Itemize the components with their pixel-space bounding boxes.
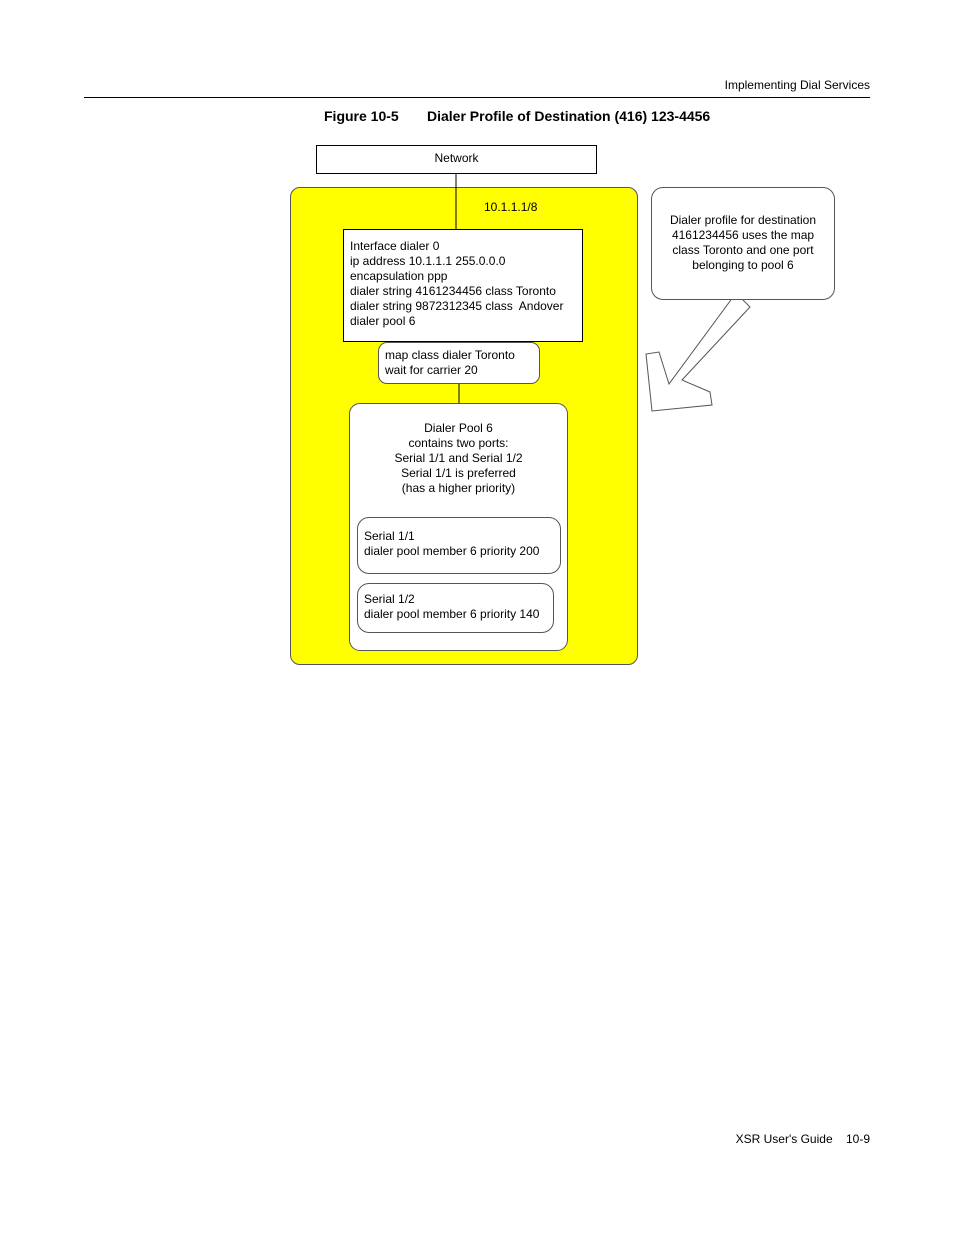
interface-line: dialer pool 6 (350, 314, 416, 328)
page-footer (736, 1132, 870, 1146)
page-number: 10-9 (845, 1132, 870, 1146)
guide-title: XSR User's Guide (735, 1132, 833, 1146)
interface-line: Interface dialer 0 (350, 239, 440, 253)
serial-line: dialer pool member 6 priority 140 (364, 607, 540, 621)
serial-line: dialer pool member 6 priority 200 (364, 544, 540, 558)
serial-1-1-box (357, 517, 561, 574)
figure-number: Figure 10-5 (324, 108, 399, 124)
map-class-line: map class dialer Toronto (385, 348, 515, 362)
callout-line: belonging to pool 6 (692, 258, 794, 272)
map-class-box (378, 342, 540, 384)
callout-line: 4161234456 uses the map (671, 228, 815, 242)
callout-line: class Toronto and one port (672, 243, 814, 257)
ip-address-label: 10.1.1.1/8 (484, 200, 538, 214)
pool-line: Serial 1/1 and Serial 1/2 (394, 451, 523, 465)
pool-line: (has a higher priority) (401, 481, 516, 495)
dialer-pool-description (350, 421, 567, 496)
serial-line: Serial 1/1 (364, 529, 415, 543)
interface-dialer-box (343, 229, 583, 342)
callout-line: Dialer profile for destination (669, 213, 817, 227)
callout-arrow-icon (646, 293, 750, 411)
network-box: Network (316, 145, 597, 174)
pool-line: contains two ports: (408, 436, 509, 450)
pool-line: Dialer Pool 6 (424, 421, 493, 435)
interface-line: dialer string 9872312345 class Andover (350, 299, 564, 313)
serial-1-2-box (357, 583, 554, 633)
map-class-line: wait for carrier 20 (385, 363, 478, 377)
pool-line: Serial 1/1 is preferred (401, 466, 516, 480)
interface-line: ip address 10.1.1.1 255.0.0.0 (350, 254, 506, 268)
figure-title: Dialer Profile of Destination (416) 123-4456 (427, 108, 711, 124)
interface-line: dialer string 4161234456 class Toronto (350, 284, 556, 298)
serial-line: Serial 1/2 (364, 592, 415, 606)
callout-box (651, 187, 835, 300)
running-header: Implementing Dial Services (724, 78, 870, 92)
interface-line: encapsulation ppp (350, 269, 448, 283)
